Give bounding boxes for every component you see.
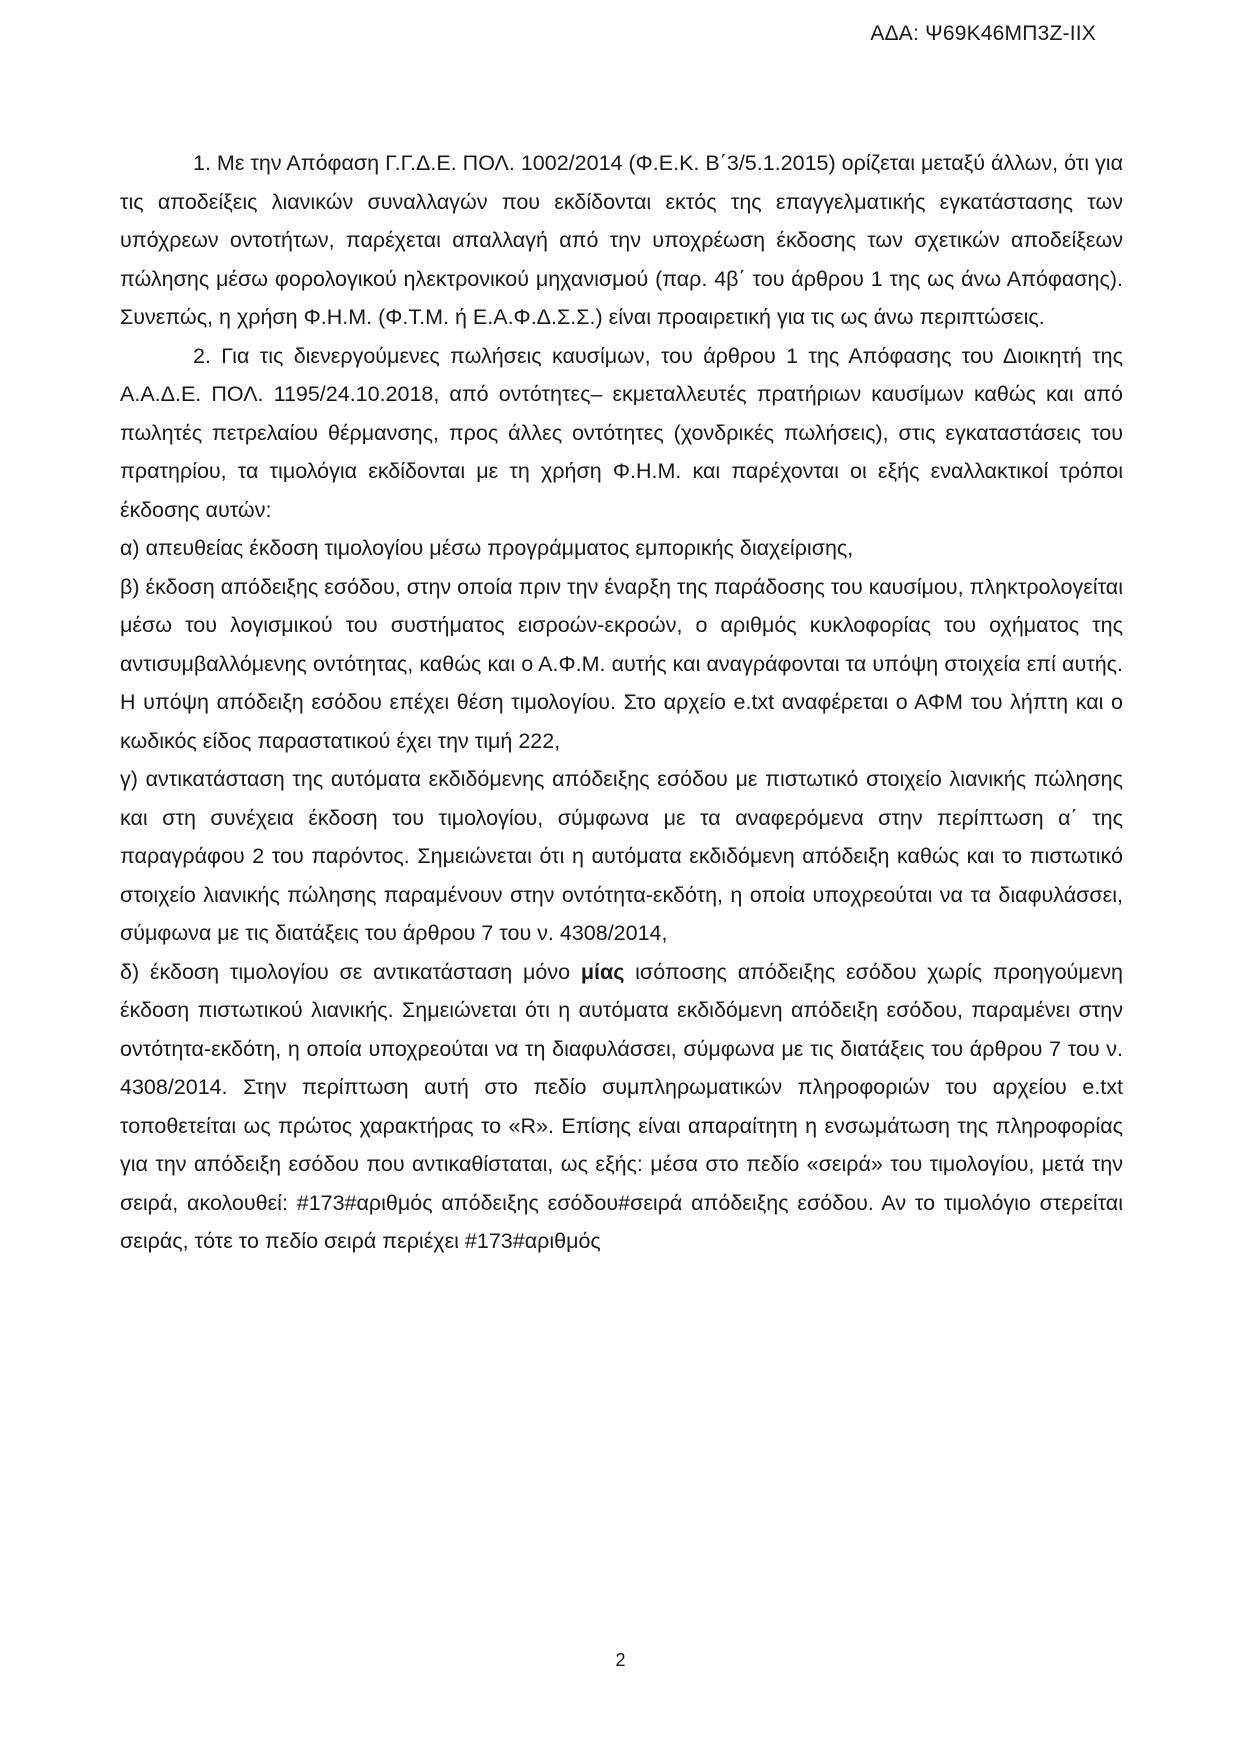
- case-b: β) έκδοση απόδειξης εσόδου, στην οποία πριν την έναρξη της παράδοσης του καυσίμου, πληκτρολογείται μέσω του λογισμικού του συστήματος εισροών-εκροών, ο αριθμός κυκλοφορίας του οχήματος της αντισυμβαλλόμενης οντότητας, καθώς και ο Α.Φ.Μ. αυτής και αναγράφονται τα υπόψη στοιχεία επί αυτής. Η υπόψη απόδειξη εσόδου επέχει θέση τιμολογίου. Στο αρχείο e.txt αναφέρεται ο ΑΦΜ του λήπτη και ο κωδικός είδος παραστατικού έχει την τιμή 222,: [120, 574, 1123, 753]
- document-body: [120, 144, 1123, 1261]
- case-d-text-end: ισόποσης απόδειξης εσόδου χωρίς προηγούμενη έκδοση πιστωτικού λιανικής. Σημειώνεται ότι η αυτόματα εκδιδόμενη απόδειξη εσόδου, παραμένει στην οντότητα-εκδότη, η οποία υποχρεούται να τη διαφυλάσσει, σύμφωνα με τις διατάξεις του άρθρου 7 του ν. 4308/2014. Στην περίπτωση αυτή στο πεδίο συμπληρωματικών πληροφοριών του αρχείου e.txt τοποθετείται ως πρώτος χαρακτήρας το «R». Επίσης είναι απαραίτητη η ενσωμάτωση της πληροφορίας για την απόδειξη εσόδου που αντικαθίσταται, ως εξής: μέσα στο πεδίο «σειρά» του τιμολογίου, μετά την σειρά, ακολουθεί: #173#αριθμός απόδειξης εσόδου#σειρά απόδειξης εσόδου. Αν το τιμολόγιο στερείται σειράς, τότε το πεδίο σειρά περιέχει #173#αριθμός: [120, 959, 1123, 1253]
- case-a: α) απευθείας έκδοση τιμολογίου μέσω προγράμματος εμπορικής διαχείρισης,: [120, 536, 854, 560]
- page-number: 2: [615, 1650, 626, 1670]
- ada-code: ΑΔΑ: Ψ69Κ46ΜΠ3Ζ-ΙΙΧ: [870, 22, 1096, 45]
- paragraph-1: 1. Με την Απόφαση Γ.Γ.Δ.Ε. ΠΟΛ. 1002/2014 (Φ.Ε.Κ. Β΄3/5.1.2015) ορίζεται μεταξύ άλλων, ότι για τις αποδείξεις λιανικών συναλλαγών που εκδίδονται εκτός της επαγγελματικής εγκατάστασης των υπόχρεων οντοτήτων, παρέχεται απαλλαγή από την υποχρέωση έκδοσης των σχετικών αποδείξεων πώλησης μέσω φορολογικού ηλεκτρονικού μηχανισμού (παρ. 4β΄ του άρθρου 1 της ως άνω Απόφασης). Συνεπώς, η χρήση Φ.Η.Μ. (Φ.Τ.Μ. ή Ε.Α.Φ.Δ.Σ.Σ.) είναι προαιρετική για τις ως άνω περιπτώσεις.: [120, 151, 1123, 329]
- case-d-text-start: δ) έκδοση τιμολογίου σε αντικατάσταση μόνο: [120, 959, 581, 984]
- paragraph-2: 2. Για τις διενεργούμενες πωλήσεις καυσίμων, του άρθρου 1 της Απόφασης του Διοικητή της Α.Α.Δ.Ε. ΠΟΛ. 1195/24.10.2018, από οντότητες– εκμεταλλευτές πρατήριων καυσίμων καθώς και από πωλητές πετρελαίου θέρμανσης, προς άλλες οντότητες (χονδρικές πωλήσεις), στις εγκαταστάσεις του πρατηρίου, τα τιμολόγια εκδίδονται με τη χρήση Φ.Η.Μ. και παρέχονται οι εξής εναλλακτικοί τρόποι έκδοσης αυτών:: [120, 343, 1123, 522]
- case-d-emphasis: μίας: [580, 959, 625, 984]
- case-d: [120, 953, 1123, 1261]
- case-c: γ) αντικατάσταση της αυτόματα εκδιδόμενης απόδειξης εσόδου με πιστωτικό στοιχείο λιανικής πώλησης και στη συνέχεια έκδοση του τιμολογίου, σύμφωνα με τα αναφερόμενα στην περίπτωση α΄ της παραγράφου 2 του παρόντος. Σημειώνεται ότι η αυτόματα εκδιδόμενη απόδειξη καθώς και το πιστωτικό στοιχείο λιανικής πώλησης παραμένουν στην οντότητα-εκδότη, η οποία υποχρεούται να τα διαφυλάσσει, σύμφωνα με τις διατάξεις του άρθρου 7 του ν. 4308/2014,: [120, 767, 1123, 945]
